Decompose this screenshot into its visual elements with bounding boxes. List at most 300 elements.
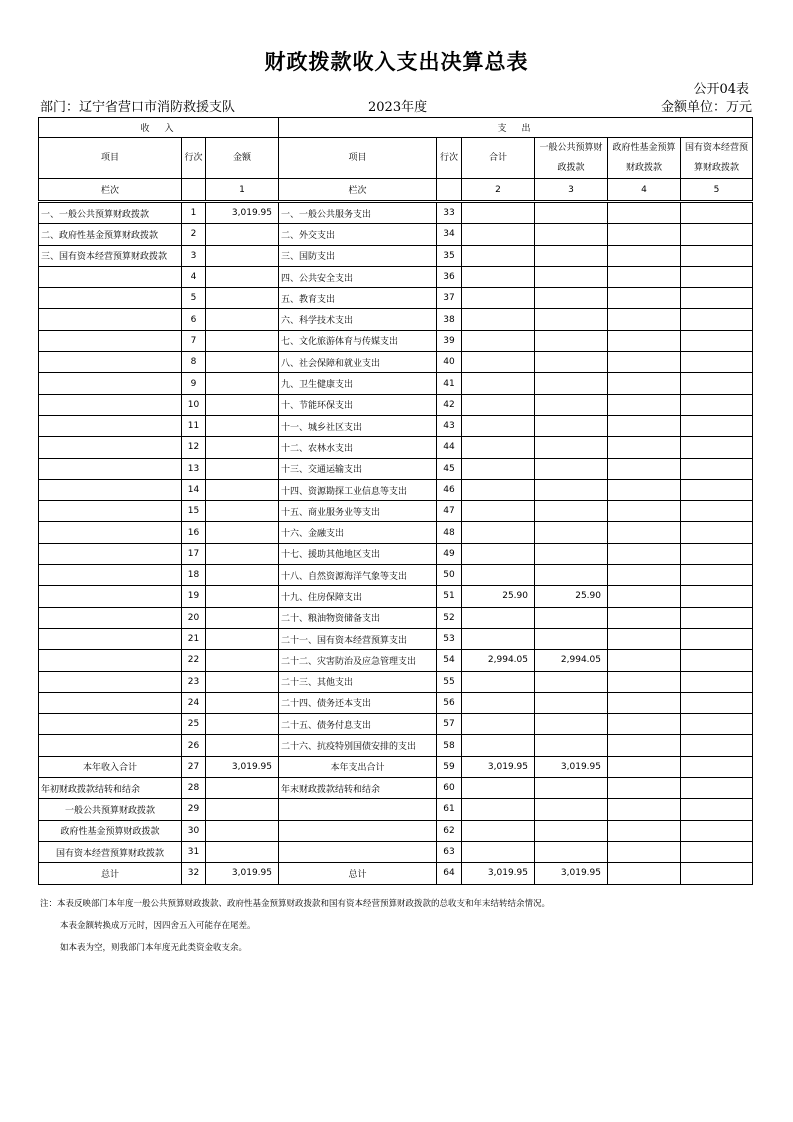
gov-fund-amount [608,437,681,458]
total-amount [462,692,535,713]
expense-item: 年末财政拨款结转和结余 [279,778,437,799]
col-4: 4 [608,179,681,202]
expense-line-no: 51 [437,586,462,607]
income-item [39,735,182,756]
general-budget-amount [535,373,608,394]
income-amount [206,607,279,628]
expense-line-no: 62 [437,820,462,841]
income-amount [206,330,279,351]
gov-fund-amount [608,224,681,245]
budget-summary-table [38,117,753,885]
gov-fund-amount [608,628,681,649]
income-line-no: 1 [182,202,206,224]
gov-fund-amount [608,266,681,287]
expense-item: 五、教育支出 [279,288,437,309]
col-5: 5 [681,179,753,202]
expense-line-no: 46 [437,479,462,500]
general-budget-amount [535,543,608,564]
gov-fund-amount [608,735,681,756]
general-budget-amount [535,820,608,841]
income-line-no: 11 [182,415,206,436]
expense-item: 二十三、其他支出 [279,671,437,692]
income-line-no: 4 [182,266,206,287]
expense-line-no: 47 [437,501,462,522]
income-item: 一、一般公共预算财政拨款 [39,202,182,224]
expense-item: 八、社会保障和就业支出 [279,352,437,373]
income-item [39,352,182,373]
table-row [39,714,753,735]
general-budget-amount [535,266,608,287]
table-row [39,202,753,224]
gov-fund-amount [608,714,681,735]
footnotes [40,893,550,959]
gov-fund-amount [608,330,681,351]
income-col-label: 栏次 [39,179,182,202]
expense-line-no: 40 [437,352,462,373]
gov-fund-amount [608,501,681,522]
total-amount [462,309,535,330]
income-item: 三、国有资本经营预算财政拨款 [39,245,182,266]
income-line-no: 5 [182,288,206,309]
expense-item: 十、节能环保支出 [279,394,437,415]
state-capital-amount [681,288,753,309]
expense-line-no: 43 [437,415,462,436]
state-capital-amount [681,266,753,287]
income-amount [206,415,279,436]
expense-item: 二十二、灾害防治及应急管理支出 [279,650,437,671]
col-3: 3 [535,179,608,202]
table-row [39,628,753,649]
general-budget-amount [535,352,608,373]
gov-fund-amount [608,288,681,309]
gov-fund-amount [608,756,681,777]
expense-line-no: 60 [437,778,462,799]
income-item [39,394,182,415]
income-item [39,288,182,309]
table-row [39,415,753,436]
gov-fund-amount [608,820,681,841]
income-line-no: 31 [182,841,206,862]
general-budget-amount [535,735,608,756]
total-amount: 3,019.95 [462,863,535,884]
state-capital-amount [681,799,753,820]
income-line-no: 3 [182,245,206,266]
total-amount [462,714,535,735]
income-item [39,671,182,692]
income-amount [206,437,279,458]
amount-unit: 金额单位：万元 [660,100,752,115]
income-line-no: 13 [182,458,206,479]
income-item [39,714,182,735]
income-item [39,373,182,394]
summary-row [39,756,753,777]
income-amount [206,501,279,522]
income-item [39,437,182,458]
expense-line-no: 34 [437,224,462,245]
expense-item: 十七、援助其他地区支出 [279,543,437,564]
general-budget-amount [535,415,608,436]
expense-item: 二十四、债务还本支出 [279,692,437,713]
fiscal-year: 2023年度 [368,100,428,115]
state-capital-amount [681,586,753,607]
summary-row [39,799,753,820]
income-item [39,330,182,351]
total-amount [462,735,535,756]
footnote-3: 如本表为空，则我部门本年度无此类资金收支余。 [60,943,248,953]
gov-fund-amount [608,352,681,373]
income-item: 总计 [39,863,182,884]
general-budget-amount [535,437,608,458]
expense-item: 十八、自然资源海洋气象等支出 [279,565,437,586]
summary-row [39,820,753,841]
total-amount [462,352,535,373]
expense-line-no: 52 [437,607,462,628]
income-amount: 3,019.95 [206,863,279,884]
table-row [39,224,753,245]
summary-row [39,863,753,884]
total-amount [462,565,535,586]
income-item [39,565,182,586]
total-amount [462,245,535,266]
general-budget-amount [535,841,608,862]
state-capital-header: 国有资本经营预算财政拨款 [681,138,753,179]
state-capital-amount [681,565,753,586]
income-line-no: 9 [182,373,206,394]
report-meta [38,96,752,114]
total-amount [462,522,535,543]
total-amount [462,671,535,692]
expense-line-no: 55 [437,671,462,692]
expense-item: 四、公共安全支出 [279,266,437,287]
expense-line-no: 50 [437,565,462,586]
income-amount [206,458,279,479]
section-header-row [39,118,753,138]
income-item [39,458,182,479]
income-amount [206,778,279,799]
expense-line-no: 63 [437,841,462,862]
expense-item: 十九、住房保障支出 [279,586,437,607]
income-line-no: 27 [182,756,206,777]
general-budget-amount: 25.90 [535,586,608,607]
footnote-2: 本表金额转换成万元时，因四舍五入可能存在尾差。 [60,921,256,931]
state-capital-amount [681,671,753,692]
expense-item: 总计 [279,863,437,884]
state-capital-amount [681,309,753,330]
income-line-no: 32 [182,863,206,884]
general-budget-amount [535,479,608,500]
table-row [39,479,753,500]
income-line-no: 24 [182,692,206,713]
income-item [39,692,182,713]
expense-item: 二十、粮油物资储备支出 [279,607,437,628]
income-amount [206,820,279,841]
state-capital-amount [681,778,753,799]
income-line-no: 10 [182,394,206,415]
general-budget-amount: 3,019.95 [535,863,608,884]
state-capital-amount [681,437,753,458]
income-amount [206,288,279,309]
expense-line-no: 39 [437,330,462,351]
income-item: 本年收入合计 [39,756,182,777]
expense-line-no: 38 [437,309,462,330]
total-amount [462,394,535,415]
total-amount [462,266,535,287]
general-budget-amount: 3,019.95 [535,756,608,777]
expense-item: 二、外交支出 [279,224,437,245]
expense-item: 二十五、债务付息支出 [279,714,437,735]
form-number: 公开04表 [693,82,749,97]
total-amount [462,607,535,628]
expense-item: 本年支出合计 [279,756,437,777]
expense-line-no: 59 [437,756,462,777]
state-capital-amount [681,714,753,735]
income-item [39,479,182,500]
summary-row [39,841,753,862]
table-row [39,330,753,351]
col-2: 2 [462,179,535,202]
state-capital-amount [681,863,753,884]
general-budget-amount: 2,994.05 [535,650,608,671]
income-line-no: 23 [182,671,206,692]
gov-fund-header: 政府性基金预算财政拨款 [608,138,681,179]
general-budget-amount [535,671,608,692]
general-budget-amount [535,778,608,799]
income-line-no: 14 [182,479,206,500]
state-capital-amount [681,245,753,266]
income-amount: 3,019.95 [206,202,279,224]
footnote-1: 注：本表反映部门本年度一般公共预算财政拨款、政府性基金预算财政拨款和国有资本经营预算财政拨款的总收支和年末结转结余情况。 [40,899,551,909]
income-amount [206,373,279,394]
general-budget-amount [535,245,608,266]
income-amount [206,522,279,543]
expense-line-no: 42 [437,394,462,415]
expense-line-no: 37 [437,288,462,309]
gov-fund-amount [608,692,681,713]
expense-line-no: 33 [437,202,462,224]
income-amount [206,799,279,820]
state-capital-amount [681,479,753,500]
expense-item: 十二、农林水支出 [279,437,437,458]
column-index-row [39,179,753,202]
expense-line-no: 44 [437,437,462,458]
gov-fund-amount [608,458,681,479]
income-line-no: 21 [182,628,206,649]
gov-fund-amount [608,607,681,628]
income-line-no: 25 [182,714,206,735]
state-capital-amount [681,735,753,756]
table-row [39,501,753,522]
income-line-no: 18 [182,565,206,586]
gov-fund-amount [608,394,681,415]
general-budget-amount [535,394,608,415]
gov-fund-amount [608,309,681,330]
general-budget-amount [535,202,608,224]
expense-line-no: 58 [437,735,462,756]
state-capital-amount [681,607,753,628]
total-amount [462,224,535,245]
state-capital-amount [681,756,753,777]
expense-item: 十五、商业服务业等支出 [279,501,437,522]
general-budget-amount [535,799,608,820]
expense-item: 十六、金融支出 [279,522,437,543]
income-line-no: 19 [182,586,206,607]
gov-fund-amount [608,373,681,394]
general-budget-amount [535,501,608,522]
expense-item: 三、国防支出 [279,245,437,266]
income-item: 国有资本经营预算财政拨款 [39,841,182,862]
income-line-no: 29 [182,799,206,820]
income-item: 政府性基金预算财政拨款 [39,820,182,841]
gov-fund-amount [608,586,681,607]
income-amount [206,245,279,266]
total-amount: 3,019.95 [462,756,535,777]
income-line-no: 17 [182,543,206,564]
expense-item: 一、一般公共服务支出 [279,202,437,224]
table-row [39,309,753,330]
total-amount [462,479,535,500]
state-capital-amount [681,543,753,564]
expense-item: 十四、资源勘探工业信息等支出 [279,479,437,500]
state-capital-amount [681,352,753,373]
gov-fund-amount [608,245,681,266]
total-header: 合计 [462,138,535,179]
income-line-no: 30 [182,820,206,841]
general-budget-amount [535,309,608,330]
income-item: 年初财政拨款结转和结余 [39,778,182,799]
table-row [39,522,753,543]
total-amount [462,501,535,522]
summary-row [39,778,753,799]
expense-line-no: 64 [437,863,462,884]
total-amount [462,202,535,224]
table-row [39,692,753,713]
income-amount [206,479,279,500]
table-row [39,288,753,309]
income-amount [206,565,279,586]
total-amount [462,415,535,436]
income-line-no-header: 行次 [182,138,206,179]
state-capital-amount [681,650,753,671]
total-amount: 25.90 [462,586,535,607]
general-budget-amount [535,330,608,351]
state-capital-amount [681,820,753,841]
expense-section-header: 支 出 [279,118,753,138]
income-amount [206,841,279,862]
state-capital-amount [681,692,753,713]
total-amount [462,820,535,841]
state-capital-amount [681,628,753,649]
expense-item: 十三、交通运输支出 [279,458,437,479]
state-capital-amount [681,373,753,394]
expense-line-no: 53 [437,628,462,649]
gov-fund-amount [608,671,681,692]
general-budget-amount [535,692,608,713]
total-amount [462,458,535,479]
gov-fund-amount [608,778,681,799]
expense-item: 二十六、抗疫特别国债安排的支出 [279,735,437,756]
income-line-no: 15 [182,501,206,522]
state-capital-amount [681,202,753,224]
income-col-1: 1 [206,179,279,202]
expense-item: 九、卫生健康支出 [279,373,437,394]
table-row [39,735,753,756]
income-line-no: 16 [182,522,206,543]
gov-fund-amount [608,650,681,671]
table-row [39,352,753,373]
income-item [39,607,182,628]
expense-line-no: 35 [437,245,462,266]
income-line-no: 26 [182,735,206,756]
income-line-no: 20 [182,607,206,628]
table-row [39,266,753,287]
state-capital-amount [681,501,753,522]
income-item [39,522,182,543]
column-header-row [39,138,753,179]
expense-item [279,799,437,820]
table-row [39,671,753,692]
general-budget-amount [535,458,608,479]
total-amount [462,799,535,820]
table-row [39,437,753,458]
table-row [39,565,753,586]
income-col-blank [182,179,206,202]
state-capital-amount [681,330,753,351]
income-amount [206,692,279,713]
expense-line-no: 56 [437,692,462,713]
expense-item: 七、文化旅游体育与传媒支出 [279,330,437,351]
expense-line-no: 49 [437,543,462,564]
income-item [39,628,182,649]
gov-fund-amount [608,863,681,884]
general-budget-amount [535,224,608,245]
general-budget-header: 一般公共预算财政拨款 [535,138,608,179]
income-amount [206,628,279,649]
income-item [39,501,182,522]
table-row [39,245,753,266]
gov-fund-amount [608,543,681,564]
table-row [39,373,753,394]
income-item: 二、政府性基金预算财政拨款 [39,224,182,245]
income-amount [206,309,279,330]
page-title: 财政拨款收入支出决算总表 [264,49,529,74]
income-amount [206,543,279,564]
income-line-no: 6 [182,309,206,330]
gov-fund-amount [608,799,681,820]
income-line-no: 7 [182,330,206,351]
gov-fund-amount [608,522,681,543]
income-amount: 3,019.95 [206,756,279,777]
income-item [39,650,182,671]
expense-item-header: 项目 [279,138,437,179]
income-amount [206,671,279,692]
income-item [39,543,182,564]
gov-fund-amount [608,565,681,586]
expense-line-no: 45 [437,458,462,479]
total-amount: 2,994.05 [462,650,535,671]
total-amount [462,543,535,564]
state-capital-amount [681,224,753,245]
expense-line-no: 48 [437,522,462,543]
income-amount [206,735,279,756]
income-line-no: 2 [182,224,206,245]
income-amount [206,224,279,245]
expense-item [279,841,437,862]
income-amount [206,394,279,415]
department-label: 部门：辽宁省营口市消防救援支队 [40,100,236,115]
income-item-header: 项目 [39,138,182,179]
table-row [39,458,753,479]
income-item [39,586,182,607]
